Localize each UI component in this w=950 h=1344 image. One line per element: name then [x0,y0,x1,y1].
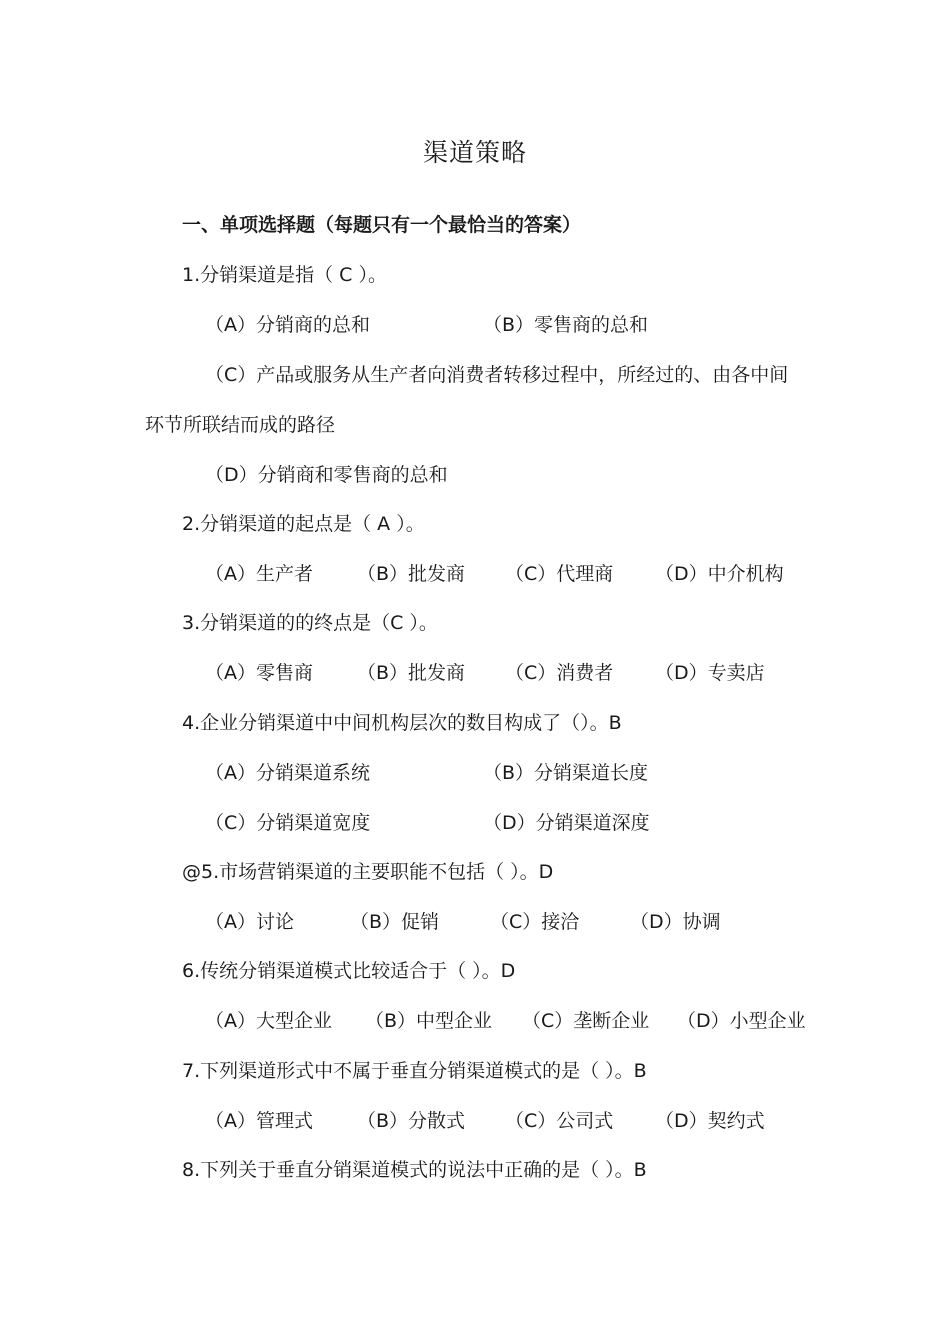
q3-option-a: （A）零售商 [205,662,313,684]
q2-option-d: （D）中介机构 [655,563,784,585]
question-8-stem: 8.下列关于垂直分销渠道模式的说法中正确的是（ ）。B [182,1159,647,1181]
q7-option-a: （A）管理式 [205,1110,313,1132]
question-5-stem: @5.市场营销渠道的主要职能不包括（ ）。D [182,861,554,883]
q4-option-a: （A）分销渠道系统 [205,762,370,784]
q1-option-c: （C）产品或服务从生产者向消费者转移过程中，所经过的、由各中间 [205,364,789,386]
q6-option-a: （A）大型企业 [205,1010,332,1032]
q6-option-d: （D）小型企业 [677,1010,806,1032]
page-title: 渠道策略 [422,138,527,167]
question-2-stem: 2.分销渠道的起点是（ A ）。 [182,513,425,535]
q2-option-c: （C）代理商 [505,563,614,585]
q6-option-c: （C）垄断企业 [522,1010,650,1032]
question-3-stem: 3.分销渠道的的终点是（C ）。 [182,612,438,634]
q1-option-a: （A）分销商的总和 [205,314,370,336]
q5-option-a: （A）讨论 [205,911,294,933]
q5-option-b: （B）促销 [350,911,440,933]
section-heading: 一、单项选择题（每题只有一个最恰当的答案） [182,214,582,236]
question-6-stem: 6.传统分销渠道模式比较适合于（ ）。D [182,960,516,982]
question-4-stem: 4.企业分销渠道中中间机构层次的数目构成了（）。B [182,712,622,734]
q1-option-d: （D）分销商和零售商的总和 [205,464,448,486]
q3-option-b: （B）批发商 [357,662,466,684]
q7-option-c: （C）公司式 [505,1110,614,1132]
q5-option-c: （C）接洽 [490,911,580,933]
q6-option-b: （B）中型企业 [365,1010,493,1032]
q1-option-b: （B）零售商的总和 [483,314,649,336]
q7-option-b: （B）分散式 [357,1110,466,1132]
question-1-stem: 1.分销渠道是指（ C ）。 [182,264,387,286]
question-7-stem: 7.下列渠道形式中不属于垂直分销渠道模式的是（ ）。B [182,1060,647,1082]
q1-option-c-continuation: 环节所联结而成的路径 [145,414,336,436]
q3-option-c: （C）消费者 [505,662,614,684]
q2-option-a: （A）生产者 [205,563,313,585]
q7-option-d: （D）契约式 [655,1110,765,1132]
q4-option-b: （B）分销渠道长度 [483,762,649,784]
q4-option-c: （C）分销渠道宽度 [205,812,371,834]
q3-option-d: （D）专卖店 [655,662,765,684]
q4-option-d: （D）分销渠道深度 [483,812,650,834]
q5-option-d: （D）协调 [630,911,721,933]
q2-option-b: （B）批发商 [357,563,466,585]
